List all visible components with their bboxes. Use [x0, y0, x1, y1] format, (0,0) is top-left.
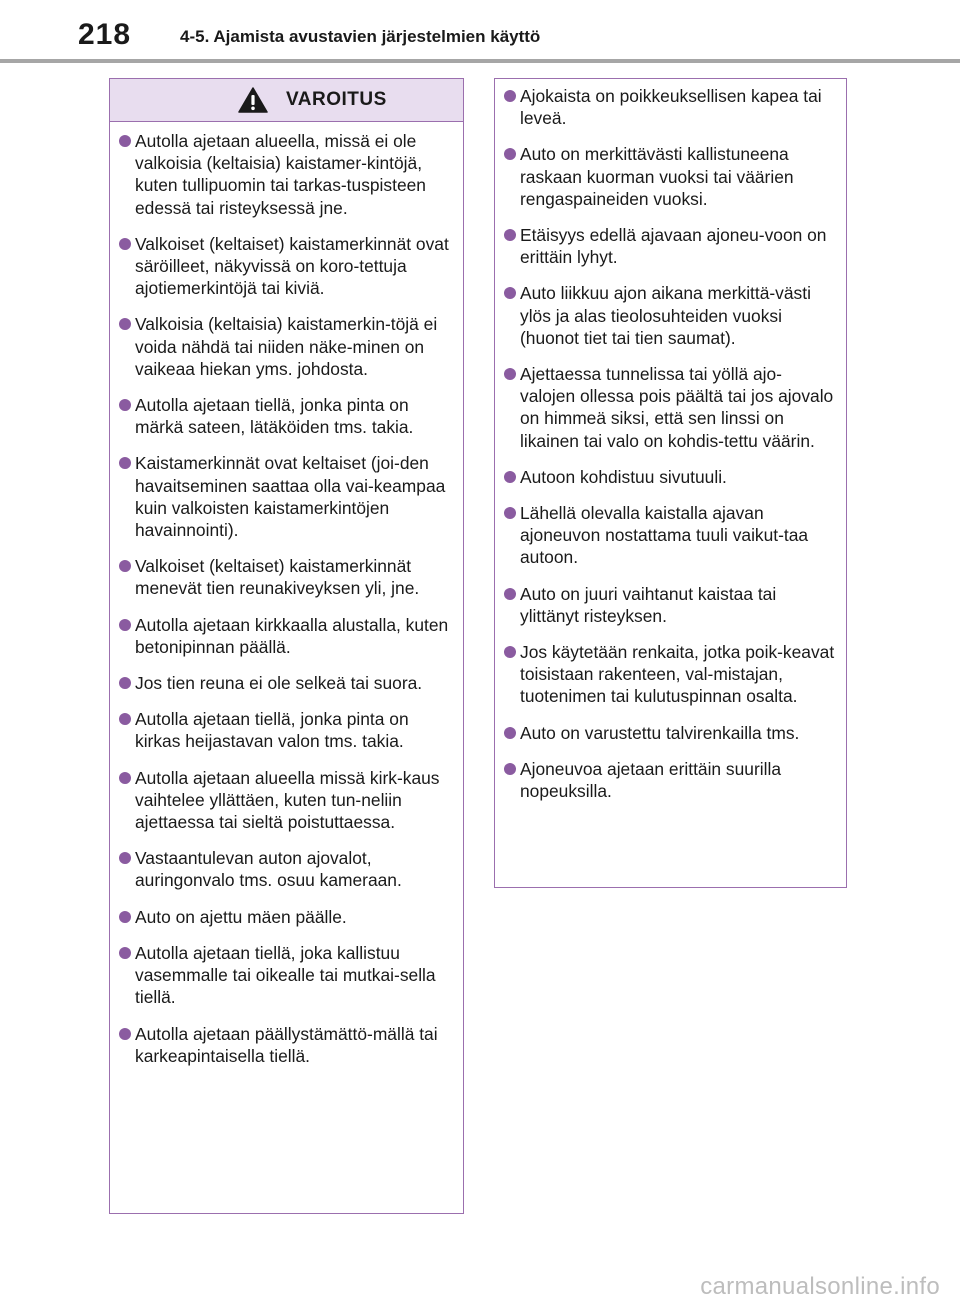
list-item-text: Ajokaista on poikkeuksellisen kapea tai leveä. [520, 86, 822, 129]
bullet-icon [119, 911, 131, 923]
list-item-text: Autolla ajetaan tiellä, joka kallistuu vasemmalle tai oikealle tai mutkai-sella tiellä. [135, 942, 436, 1008]
list-item [110, 906, 453, 928]
list-item [495, 758, 836, 802]
list-item-text: Auto liikkuu ajon aikana merkittä-västi ylös ja alas tieolosuhteiden vuoksi (huonot tiet tai tien saumat). [520, 283, 811, 348]
bullet-icon [119, 947, 131, 959]
warning-box-right [494, 78, 847, 888]
bullet-icon [504, 229, 516, 241]
list-item-text: Autolla ajetaan alueella missä kirk-kaus vaihtelee yllättäen, kuten tun-neliin ajettaessa tai sieltä poistuttaessa. [135, 767, 440, 833]
list-item [495, 466, 836, 488]
warning-list-right [495, 79, 846, 802]
watermark: carmanualsonline.info [700, 1273, 940, 1300]
page-number: 218 [78, 18, 132, 51]
warning-header [110, 79, 463, 122]
list-item [110, 233, 453, 300]
list-item [110, 313, 453, 380]
bullet-icon [119, 713, 131, 725]
warning-triangle-icon [238, 87, 268, 113]
list-item-text: Ajoneuvoa ajetaan erittäin suurilla nopeuksilla. [520, 758, 782, 802]
list-item-text: Jos käytetään renkaita, jotka poik-keavat toisistaan rakenteen, val-mistajan, tuotenimen tai kulutuspinnan osalta. [520, 642, 835, 707]
bullet-icon [119, 677, 131, 689]
list-item [110, 555, 453, 599]
bullet-icon [504, 368, 516, 380]
list-item-text: Autolla ajetaan alueella, missä ei ole valkoisia (keltaisia) kaistamer-kintöjä, kuten tullipuomin tai tarkas-tuspisteen edessä tai risteyksessä jne. [135, 131, 426, 218]
list-item [495, 722, 836, 744]
list-item [110, 614, 453, 658]
list-item [495, 583, 836, 627]
bullet-icon [504, 588, 516, 600]
bullet-icon [119, 318, 131, 330]
bullet-icon [504, 727, 516, 739]
bullet-icon [119, 852, 131, 864]
warning-box-left [109, 78, 464, 1214]
bullet-icon [504, 646, 516, 658]
list-item-text: Valkoiset (keltaiset) kaistamerkinnät menevät tien reunakiveyksen yli, jne. [135, 556, 420, 599]
list-item [110, 708, 453, 752]
list-item [495, 282, 836, 349]
list-item [495, 502, 836, 569]
list-item [110, 1023, 453, 1067]
list-item [110, 394, 453, 438]
list-item [110, 847, 453, 891]
list-item [495, 143, 836, 210]
list-item-text: Autolla ajetaan kirkkaalla alustalla, kuten betonipinnan päällä. [135, 614, 449, 657]
list-item-text: Autoon kohdistuu sivutuuli. [520, 466, 727, 487]
list-item [110, 767, 453, 834]
list-item-text: Autolla ajetaan päällystämättö-mällä tai karkeapintaisella tiellä. [135, 1023, 438, 1066]
list-item [495, 363, 836, 452]
list-item-text: Autolla ajetaan tiellä, jonka pinta on märkä sateen, lätäköiden tms. takia. [135, 395, 414, 438]
list-item-text: Auto on ajettu mäen päälle. [135, 906, 347, 927]
list-item-text: Ajettaessa tunnelissa tai yöllä ajo-valojen ollessa pois päältä tai jos ajovalo on himmeä siksi, että sen linssi on likainen tai valo on kohdis-tettu väärin. [520, 364, 834, 451]
list-item [495, 224, 836, 268]
bullet-icon [504, 507, 516, 519]
list-item [495, 85, 836, 129]
bullet-icon [504, 287, 516, 299]
bullet-icon [119, 560, 131, 572]
bullet-icon [119, 399, 131, 411]
list-item [110, 130, 453, 219]
list-item [110, 672, 453, 694]
list-item-text: Etäisyys edellä ajavaan ajoneu-voon on erittäin lyhyt. [520, 225, 827, 268]
warning-list-left [110, 122, 463, 1067]
list-item-text: Valkoiset (keltaiset) kaistamerkinnät ovat säröilleet, näkyvissä on koro-tettuja ajotiemerkintöjä tai kiviä. [135, 233, 449, 299]
list-item [110, 942, 453, 1009]
list-item-text: Auto on merkittävästi kallistuneena raskaan kuorman vuoksi tai väärien rengaspaineiden vuoksi. [520, 144, 794, 209]
bullet-icon [119, 619, 131, 631]
bullet-icon [504, 471, 516, 483]
bullet-icon [119, 772, 131, 784]
list-item-text: Autolla ajetaan tiellä, jonka pinta on kirkas heijastavan valon tms. takia. [135, 709, 409, 752]
bullet-icon [504, 148, 516, 160]
bullet-icon [119, 1028, 131, 1040]
list-item [495, 641, 836, 708]
warning-label: VAROITUS [286, 89, 387, 110]
section-title: 4-5. Ajamista avustavien järjestelmien käyttö [180, 27, 541, 46]
list-item-text: Auto on juuri vaihtanut kaistaa tai ylittänyt risteyksen. [520, 583, 777, 626]
bullet-icon [504, 763, 516, 775]
list-item [110, 452, 453, 541]
bullet-icon [119, 457, 131, 469]
list-item-text: Vastaantulevan auton ajovalot, auringonvalo tms. osuu kameraan. [135, 848, 402, 891]
list-item-text: Auto on varustettu talvirenkailla tms. [520, 722, 800, 743]
list-item-text: Kaistamerkinnät ovat keltaiset (joi-den havaitseminen saattaa olla vai-keampaa kuin valkoisten kaistamerkintöjen havainnointi). [135, 453, 446, 541]
header-divider [0, 59, 960, 63]
list-item-text: Valkoisia (keltaisia) kaistamerkin-töjä ei voida nähdä tai niiden näke-minen on vaikeaa hiekan yms. johdosta. [135, 314, 438, 379]
bullet-icon [119, 135, 131, 147]
bullet-icon [504, 90, 516, 102]
list-item-text: Jos tien reuna ei ole selkeä tai suora. [135, 673, 423, 694]
page-header [0, 0, 960, 64]
list-item-text: Lähellä olevalla kaistalla ajavan ajoneuvon nostattama tuuli vaikut-taa autoon. [520, 503, 809, 568]
bullet-icon [119, 238, 131, 250]
